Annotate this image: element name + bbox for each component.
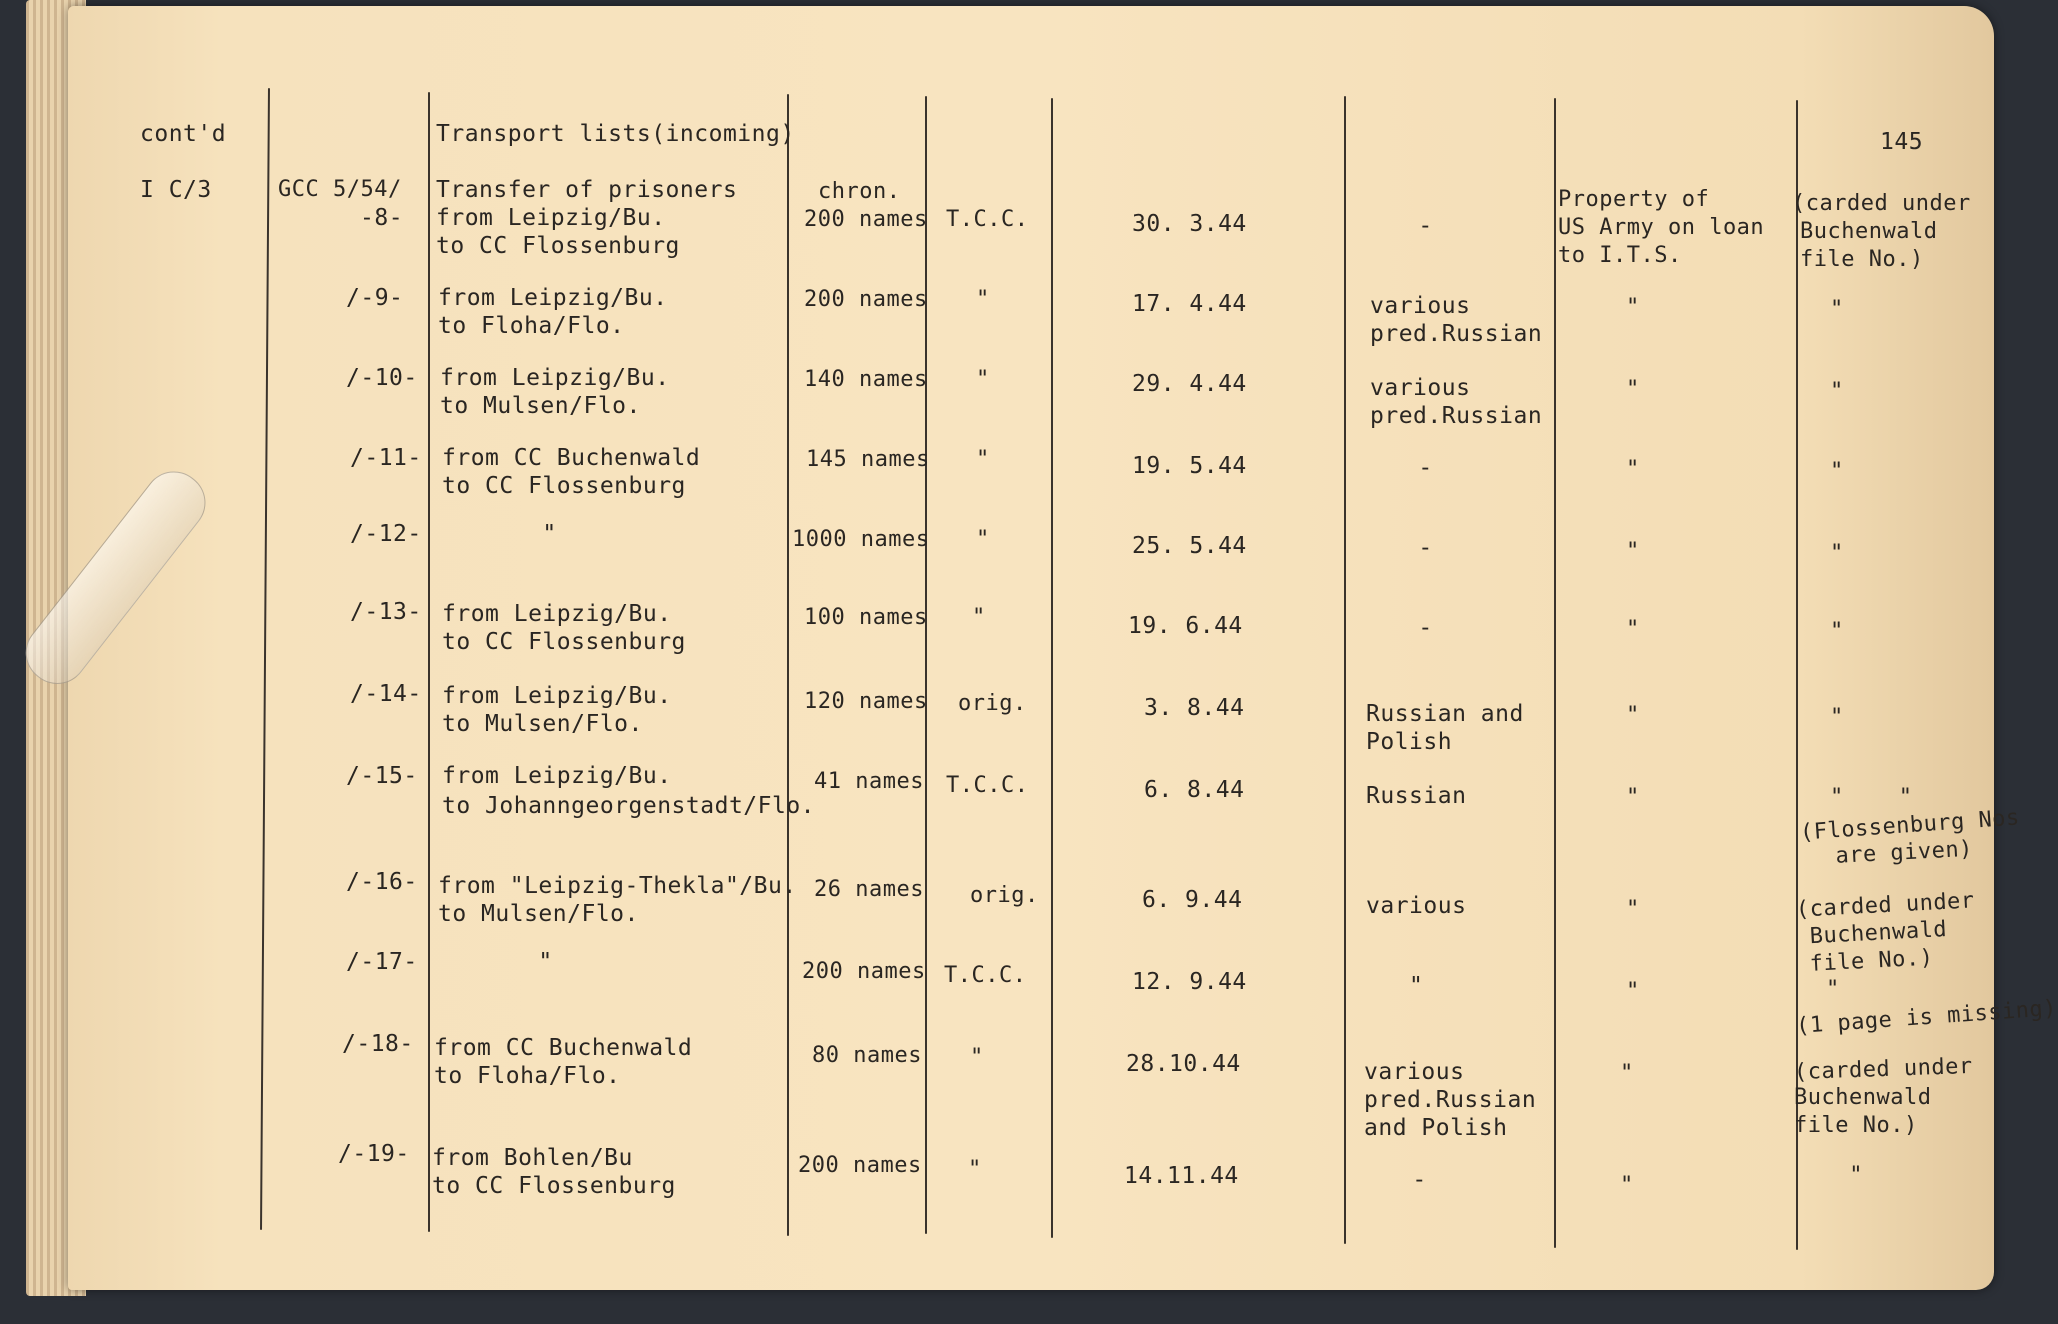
- row-type: orig.: [958, 691, 1027, 716]
- row-number: /-11-: [350, 445, 422, 471]
- row-number: /-15-: [346, 763, 418, 789]
- row-nationality: various: [1370, 293, 1471, 319]
- row-card-line: (carded under: [1792, 191, 1971, 216]
- row-nationality: various: [1366, 893, 1467, 919]
- row-qty: 200 names: [798, 1153, 922, 1178]
- row-qty: 120 names: [804, 689, 928, 714]
- row-nationality: -: [1404, 213, 1433, 239]
- row-desc-line: from Leipzig/Bu.: [442, 763, 672, 789]
- row-date: 6. 9.44: [1142, 887, 1243, 913]
- column-rule-2: [428, 92, 430, 1232]
- row-desc-line: Transfer of prisoners: [436, 177, 738, 203]
- row-qty: 100 names: [804, 605, 928, 630]
- row-type: ": [976, 367, 990, 392]
- page-number: 145: [1880, 129, 1924, 155]
- row-nationality: -: [1404, 615, 1433, 641]
- row-desc-line: to Mulsen/Flo.: [438, 901, 639, 927]
- row-number: /-12-: [350, 521, 422, 547]
- column-rule-1: [260, 88, 270, 1230]
- row-desc-line: from Leipzig/Bu.: [438, 285, 668, 311]
- row-card-line: file No.): [1800, 247, 1924, 272]
- row-type: ": [976, 287, 990, 312]
- row-property: ": [1620, 1061, 1634, 1086]
- column-rule-6: [1344, 96, 1346, 1244]
- row-card-line: file No.): [1794, 1113, 1918, 1138]
- row-property: ": [1626, 539, 1640, 564]
- row-type: ": [976, 447, 990, 472]
- row-property: ": [1626, 703, 1640, 728]
- row-qty: 26 names: [814, 877, 924, 902]
- row-number: /-17-: [346, 949, 418, 975]
- row-property: ": [1626, 295, 1640, 320]
- row-desc-line: to Floha/Flo.: [434, 1063, 621, 1089]
- row-property: ": [1626, 377, 1640, 402]
- row-nationality: pred.Russian: [1370, 403, 1543, 429]
- row-desc-line: from Leipzig/Bu.: [442, 601, 672, 627]
- row-desc-line: from CC Buchenwald: [442, 445, 701, 471]
- row-desc-line: to Mulsen/Flo.: [440, 393, 641, 419]
- row-qty: 80 names: [812, 1043, 922, 1068]
- row-property-line: Property of: [1558, 187, 1710, 212]
- row-date: 28.10.44: [1126, 1051, 1241, 1077]
- row-card-line: are given): [1807, 836, 1974, 871]
- row-nationality: pred.Russian: [1364, 1087, 1537, 1113]
- row-card: ": [1830, 705, 1844, 730]
- contd-label: cont'd: [140, 121, 227, 147]
- row-date: 17. 4.44: [1132, 291, 1247, 317]
- row-desc-line: from Leipzig/Bu.: [442, 683, 672, 709]
- row-desc-line: to CC Flossenburg: [436, 233, 680, 259]
- row-qty: 200 names: [802, 959, 926, 984]
- row-property: ": [1626, 979, 1640, 1004]
- row-card: ": [1808, 1163, 1863, 1188]
- row-nationality: various: [1364, 1059, 1465, 1085]
- row-card-line: Buchenwald: [1795, 917, 1948, 950]
- row-number: /-16-: [346, 869, 418, 895]
- row-date: 12. 9.44: [1132, 969, 1247, 995]
- row-card-line: (carded under: [1795, 888, 1976, 923]
- column-rule-7: [1554, 98, 1556, 1248]
- row-nationality: various: [1370, 375, 1471, 401]
- row-type: T.C.C.: [946, 207, 1029, 232]
- row-nationality: Russian: [1366, 783, 1467, 809]
- row-property: ": [1626, 785, 1640, 810]
- section-code: I C/3: [140, 177, 212, 203]
- column-rule-5: [1051, 98, 1053, 1238]
- row-property-line: US Army on loan: [1558, 215, 1765, 240]
- row-number: -8-: [360, 205, 404, 231]
- row-number: /-19-: [338, 1141, 410, 1167]
- row-type: ": [976, 527, 990, 552]
- row-date: 19. 6.44: [1128, 613, 1243, 639]
- row-type: orig.: [970, 883, 1039, 908]
- row-date: 14.11.44: [1124, 1163, 1239, 1189]
- row-qty: 145 names: [806, 447, 930, 472]
- column-rule-3: [787, 94, 789, 1236]
- row-date: 3. 8.44: [1144, 695, 1245, 721]
- row-nationality: -: [1404, 535, 1433, 561]
- row-desc-line: to CC Flossenburg: [442, 629, 686, 655]
- row-property: ": [1626, 457, 1640, 482]
- column-rule-4: [925, 96, 927, 1234]
- row-number: /-9-: [346, 285, 404, 311]
- row-number: /-18-: [342, 1031, 414, 1057]
- row-property: ": [1626, 897, 1640, 922]
- row-nationality: -: [1404, 455, 1433, 481]
- page-title: Transport lists(incoming): [436, 121, 795, 147]
- row-desc-line: to Johanngeorgenstadt/Flo.: [442, 793, 816, 819]
- row-desc-line: from Bohlen/Bu: [432, 1145, 633, 1171]
- row-code: GCC 5/54/: [278, 177, 402, 202]
- row-qty: 41 names: [814, 769, 924, 794]
- row-desc-line: from Leipzig/Bu.: [440, 365, 670, 391]
- row-number: /-13-: [350, 599, 422, 625]
- row-card-line: (Flossenburg Nos: [1799, 805, 2021, 846]
- row-nationality: -: [1398, 1167, 1427, 1193]
- row-desc-line: to Floha/Flo.: [438, 313, 625, 339]
- row-card-line: Buchenwald: [1794, 1085, 1932, 1110]
- row-card: ": [1830, 619, 1844, 644]
- row-desc-line: from Leipzig/Bu.: [436, 205, 666, 231]
- row-qty: 1000 names: [792, 527, 930, 552]
- row-card: ": [1830, 297, 1844, 322]
- row-property-line: to I.T.S.: [1558, 243, 1682, 268]
- row-card: ": [1830, 541, 1844, 566]
- row-qty: 200 names: [804, 287, 928, 312]
- row-card: ": [1830, 379, 1844, 404]
- row-card-line: Buchenwald: [1800, 219, 1938, 244]
- row-desc-line: to CC Flossenburg: [442, 473, 686, 499]
- row-property: ": [1620, 1173, 1634, 1198]
- row-type: T.C.C.: [944, 963, 1027, 988]
- row-date: 19. 5.44: [1132, 453, 1247, 479]
- row-qty: 200 names: [804, 207, 928, 232]
- row-card: ": [1830, 459, 1844, 484]
- row-card-line: (1 page is missing): [1795, 995, 2058, 1040]
- row-property: ": [1626, 617, 1640, 642]
- row-type: ": [968, 1157, 982, 1182]
- row-qty-label: chron.: [818, 179, 901, 204]
- row-date: 6. 8.44: [1144, 777, 1245, 803]
- row-type: ": [970, 1045, 984, 1070]
- row-date: 25. 5.44: [1132, 533, 1247, 559]
- row-desc-line: from "Leipzig-Thekla"/Bu.: [438, 873, 797, 899]
- row-nationality: Polish: [1366, 729, 1453, 755]
- row-number: /-14-: [350, 681, 422, 707]
- row-card-line: ": [1826, 977, 1840, 1002]
- row-desc-line: to Mulsen/Flo.: [442, 711, 643, 737]
- row-desc-line: ": [442, 521, 557, 547]
- row-date: 30. 3.44: [1132, 211, 1247, 237]
- row-nationality: pred.Russian: [1370, 321, 1543, 347]
- row-desc-line: to CC Flossenburg: [432, 1173, 676, 1199]
- row-nationality: and Polish: [1364, 1115, 1508, 1141]
- row-card-line: " ": [1830, 785, 1913, 810]
- row-desc-line: ": [438, 949, 553, 975]
- row-desc-line: from CC Buchenwald: [434, 1035, 693, 1061]
- row-number: /-10-: [346, 365, 418, 391]
- row-qty: 140 names: [804, 367, 928, 392]
- row-card-line: file No.): [1795, 945, 1934, 978]
- row-type: ": [972, 605, 986, 630]
- row-nationality: ": [1366, 973, 1424, 999]
- row-type: T.C.C.: [946, 773, 1029, 798]
- row-nationality: Russian and: [1366, 701, 1524, 727]
- row-date: 29. 4.44: [1132, 371, 1247, 397]
- row-card-line: (carded under: [1793, 1053, 1974, 1086]
